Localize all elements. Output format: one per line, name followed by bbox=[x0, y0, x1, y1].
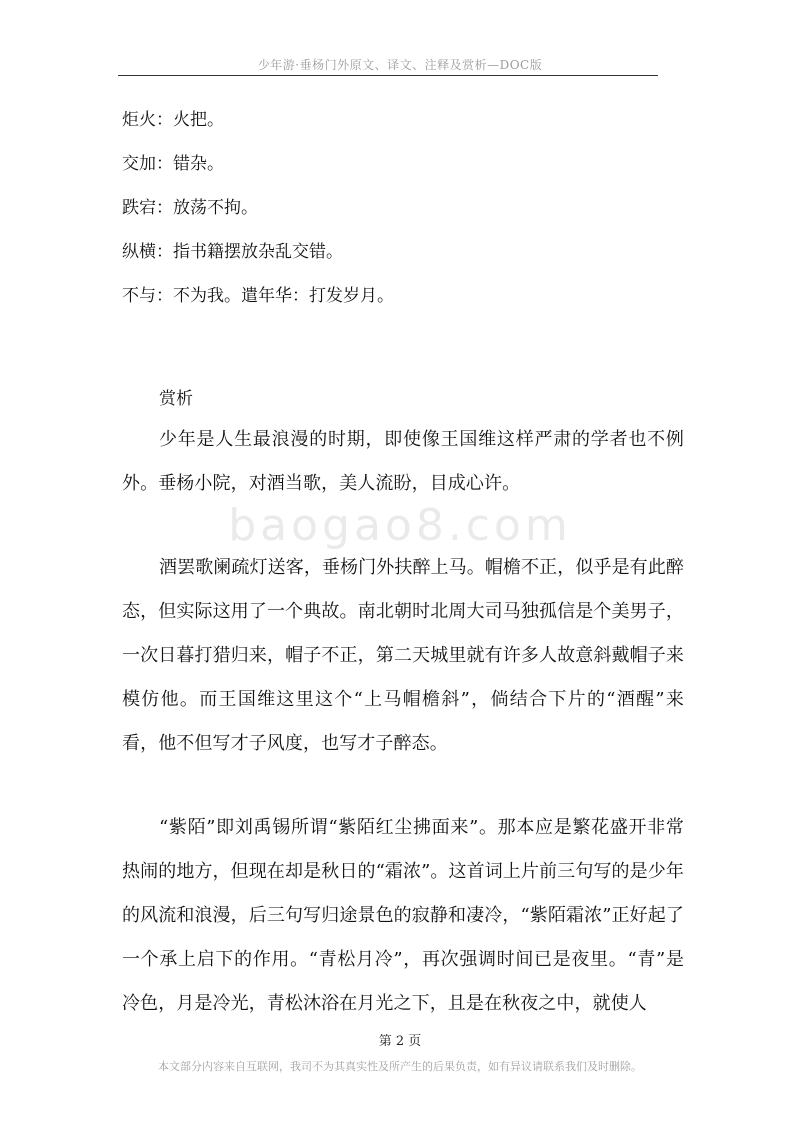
page-content bbox=[122, 98, 684, 1026]
analysis-paragraph: 酒罢歌阑疏灯送客，垂杨门外扶醉上马。帽檐不正，似乎是有此醉态，但实际这用了一个典故。南北朝时北周大司马独孤信是个美男子，一次日暮打猎归来，帽子不正，第二天城里就有许多人故意斜戴帽子来模仿他。而王国维这里这个“上马帽檐斜”，倘结合下片的“酒醒”来看，他不但写才子风度，也写才子醉态。 bbox=[122, 557, 684, 754]
definition-line: 交加：错杂。 bbox=[122, 154, 224, 174]
page-header: 少年游·垂杨门外原文、译文、注释及赏析—DOC版 bbox=[257, 58, 543, 72]
page-number: 第 2 页 bbox=[378, 1034, 422, 1049]
watermark: baogao8.com bbox=[228, 500, 572, 551]
definition-line: 跌宕：放荡不拘。 bbox=[122, 198, 258, 218]
analysis-paragraph: “紫陌”即刘禹锡所谓“紫陌红尘拂面来”。那本应是繁花盛开非常热闹的地方，但现在却是秋日的“霜浓”。这首词上片前三句写的是少年的风流和浪漫，后三句写归途景色的寂静和凄冷，“紫陌霜浓”正好起了一个承上启下的作用。“青松月冷”，再次强调时间已是夜里。“青”是冷色，月是冷光，青松沐浴在月光之下，且是在秋夜之中，就使人 bbox=[122, 817, 684, 1014]
analysis-paragraph: 少年是人生最浪漫的时期，即使像王国维这样严肃的学者也不例外。垂杨小院，对酒当歌，美人流盼，目成心许。 bbox=[122, 429, 684, 494]
header-divider bbox=[118, 75, 658, 76]
section-spacer bbox=[122, 318, 684, 380]
definition-line: 不与：不为我。遣年华：打发岁月。 bbox=[122, 286, 394, 306]
section-heading: 赏析 bbox=[159, 389, 193, 409]
footer-disclaimer: 本文部分内容来自互联网，我司不为其真实性及所产生的后果负责，如有异议请联系我们及时删除。 bbox=[158, 1060, 642, 1073]
definition-line: 炬火：火把。 bbox=[122, 110, 224, 130]
definition-line: 纵横：指书籍摆放杂乱交错。 bbox=[122, 242, 343, 262]
paragraph-gap bbox=[122, 506, 684, 546]
paragraph-gap bbox=[122, 766, 684, 806]
